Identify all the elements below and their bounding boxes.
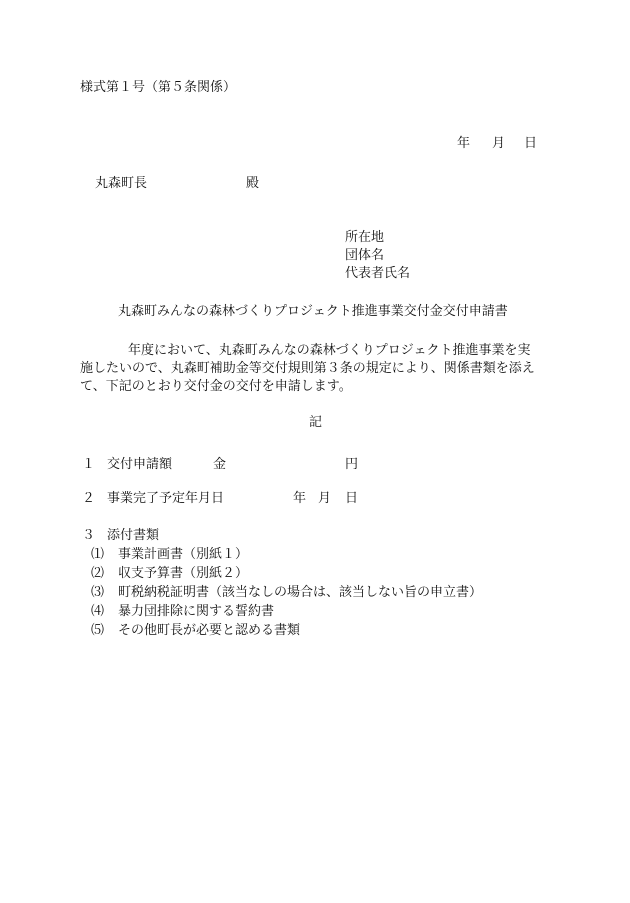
item-1-kin: 金 [213,457,227,472]
attachment-number: ⑶ [91,585,105,600]
item-2-label: 事業完了予定年月日 [107,491,225,506]
applicant-block [345,229,410,283]
body-line-3: て、下記のとおり交付金の交付を申請します。 [80,379,352,394]
date-day-label: 日 [524,136,538,151]
body-paragraph [80,342,575,396]
form-number: 様式第１号（第５条関係） [80,80,237,95]
body-line-1: 年度において、丸森町みんなの森林づくりプロジェクト推進事業を実 [128,343,531,358]
attachment-number: ⑵ [91,566,105,581]
attachment-text: その他町長が必要と認める書類 [118,623,301,638]
attachment-number: ⑸ [91,623,105,638]
attachment-item [91,564,482,583]
organization-label: 団体名 [345,248,385,263]
attachment-item [91,545,482,564]
date-month-label: 月 [492,136,506,151]
attachment-item [91,602,482,621]
representative-label: 代表者氏名 [345,266,411,281]
item-2-number: ２ [82,491,96,506]
document-title: 丸森町みんなの森林づくりプロジェクト推進事業交付金交付申請書 [118,304,508,319]
attachment-list [91,545,482,640]
body-line-2: 施したいので、丸森町補助金等交付規則第３条の規定により、関係書類を添え [80,361,535,376]
item-1-label: 交付申請額 [107,457,173,472]
item-2-year: 年 [293,491,307,506]
attachment-number: ⑷ [91,604,105,619]
attachment-text: 事業計画書（別紙１） [118,547,249,562]
attachment-text: 暴力団排除に関する誓約書 [118,604,275,619]
item-1-yen: 円 [345,457,359,472]
attachment-text: 収支予算書（別紙２） [118,566,249,581]
attachment-number: ⑴ [91,547,105,562]
item-2-day: 日 [345,491,359,506]
address-label: 所在地 [345,230,385,245]
attachment-text: 町税納税証明書（該当なしの場合は、該当しない旨の申立書） [118,585,483,600]
item-2-month: 月 [318,491,332,506]
ki-heading: 記 [309,415,323,430]
date-year-label: 年 [457,136,471,151]
recipient-name: 丸森町長 [95,176,148,191]
item-3-number: ３ [82,528,96,543]
recipient-honorific: 殿 [246,176,260,191]
attachment-item [91,583,482,602]
attachment-item [91,621,482,640]
item-1-number: １ [82,457,96,472]
item-3-label: 添付書類 [107,528,160,543]
